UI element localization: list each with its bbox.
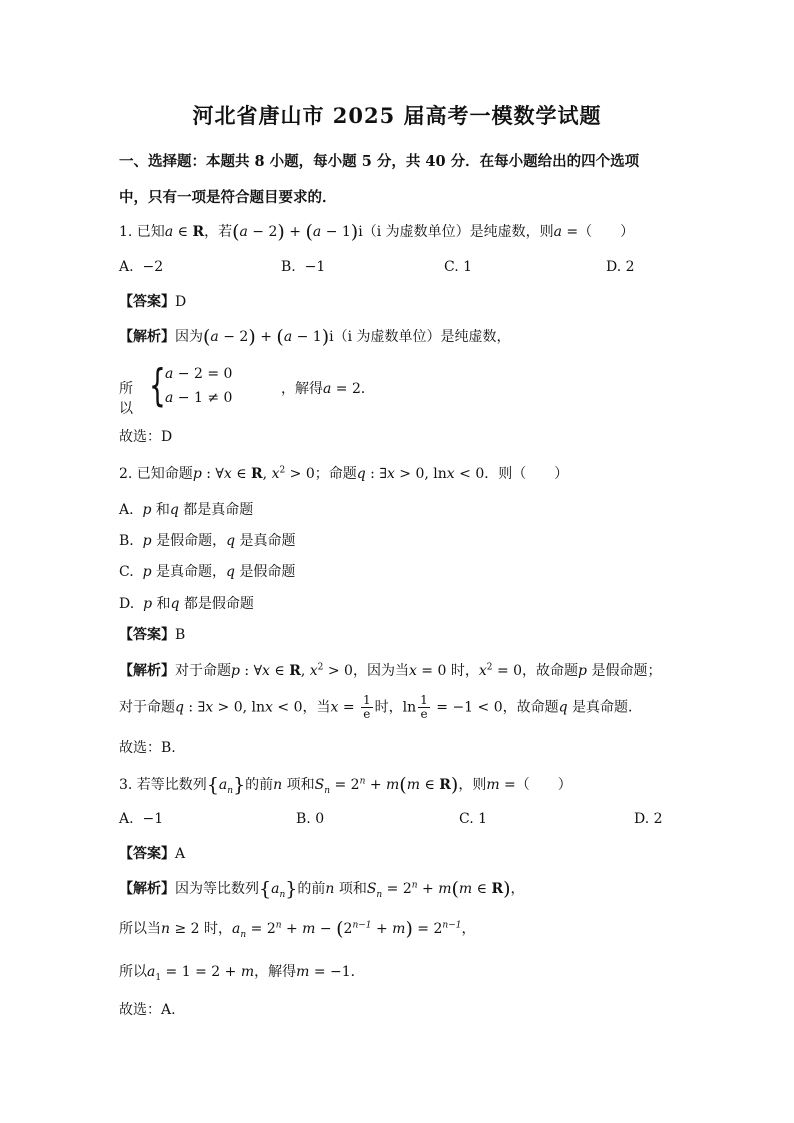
- q2-option-d: D. p 和q 都是假命题: [119, 596, 254, 612]
- q3-option-a: A. −1: [119, 811, 164, 827]
- document-page: 河北省唐山市 2025 届高考一模数学试题 一、选择题：本题共 8 小题，每小题 5 分，共 40 分．在每小题给出的四个选项 中，只有一项是符合题目要求的． 1. 已知a ∈ R，若(a − 2) + (a − 1)i（i 为虚数单位）是纯虚数，则a =（ ） A. −2 B. −1 C. 1 D. 2 【答案】D 【解析】因为(a − 2) + (a − 1)i（i 为虚数单位）是纯虚数， 所以 { a − 2 = 0 a − 1 ≠ 0 ，解得a = 2． 故选：D 2. 已知命题p : ∀x ∈ R, $x^2 > 0$；命题q : ∃x > 0, lnx < 0．则（ ） A. p 和q 都是真命题 B. p 是假命题，q 是真命题 C. p 是真命题，q 是假命题 D. p 和q 都是假命题 【答案】B 【解析】对于命题p : ∀x ∈ R, $x^2 > 0$，因为当x = 0 时，$x^2 = 0$，故命题p 是假命题； 对于命题q : ∃x > 0, lnx < 0，当x = $\frac{1}{e}$ 时，ln $\frac{1}{e}$ = −1 < 0，故命题q 是真命题． 故选：B. 3. 若等比数列$\{a_n\}$的前n 项和$S_n = 2^n + m(m$ ∈ R)，则m =（ ） A. −1 B. 0 C. 1 D. 2 【答案】A 【解析】因为等比数列$\{a_n\}$的前n 项和$S_n = 2^n + m(m$ ∈ R)， 所以当n ≥ 2 时，$a_n = 2^n + m - (2^{n-1} + m) = 2^{n-1}$， 所以$a_1 = 1 = 2 + m$，解得m = −1． 故选：A.: [0, 0, 794, 1123]
- q3-conclusion: 故选：A.: [119, 1002, 176, 1018]
- document-title: 河北省唐山市 2025 届高考一模数学试题: [192, 103, 602, 128]
- question-2: 2. 已知命题p : ∀x ∈ R, $x^2 > 0$；命题q : ∃x > 0, lnx < 0．则（ ）: [119, 465, 569, 482]
- q2-option-c: C. p 是真命题，q 是假命题: [119, 564, 296, 580]
- q2-answer: 【答案】B: [119, 627, 186, 643]
- q3-analysis-line2: 所以当n ≥ 2 时，$a_n = 2^n + m - (2^{n-1} + m) = 2^{n-1}$，: [119, 918, 476, 940]
- question-1: 1. 已知a ∈ R，若(a − 2) + (a − 1)i（i 为虚数单位）是纯虚数，则a =（ ）: [119, 221, 635, 243]
- q1-option-b: B. −1: [281, 259, 326, 275]
- q2-conclusion: 故选：B.: [119, 740, 176, 756]
- q3-answer: 【答案】A: [119, 846, 186, 862]
- q2-option-a: A. p 和q 都是真命题: [119, 502, 254, 518]
- question-1-number: 1.: [119, 224, 133, 240]
- section-header-line2: 中，只有一项是符合题目要求的．: [119, 189, 337, 206]
- q1-conclusion: 故选：D: [119, 429, 173, 445]
- q3-analysis-line3: 所以$a_1 = 1 = 2 + m$，解得m = −1．: [119, 964, 365, 983]
- q1-analysis: 【解析】因为(a − 2) + (a − 1)i（i 为虚数单位）是纯虚数，: [119, 326, 511, 348]
- q1-option-c: C. 1: [444, 259, 473, 275]
- q3-option-d: D. 2: [634, 811, 663, 827]
- question-2-number: 2.: [119, 466, 133, 482]
- q1-option-a: A. −2: [119, 259, 164, 275]
- q3-option-b: B. 0: [296, 811, 325, 827]
- q1-option-d: D. 2: [606, 259, 635, 275]
- q3-analysis-line1: 【解析】因为等比数列$\{a_n\}$的前n 项和$S_n = 2^n + m(m$ ∈ R)，: [119, 878, 525, 900]
- q3-option-c: C. 1: [459, 811, 488, 827]
- q2-analysis-line2: 对于命题q : ∃x > 0, lnx < 0，当x = $\frac{1}{e}$ 时，ln $\frac{1}{e}$ = −1 < 0，故命题q 是真命题．: [119, 693, 643, 721]
- question-3-number: 3.: [119, 777, 133, 793]
- question-3: 3. 若等比数列$\{a_n\}$的前n 项和$S_n = 2^n + m(m$ ∈ R)，则m =（ ）: [119, 774, 572, 796]
- q2-option-b: B. p 是假命题，q 是真命题: [119, 533, 296, 549]
- q1-answer: 【答案】D: [119, 294, 187, 310]
- section-header-line1: 一、选择题：本题共 8 小题，每小题 5 分，共 40 分．在每小题给出的四个选项: [119, 153, 640, 170]
- q2-analysis-line1: 【解析】对于命题p : ∀x ∈ R, $x^2 > 0$，因为当x = 0 时，$x^2 = 0$，故命题p 是假命题；: [119, 662, 662, 679]
